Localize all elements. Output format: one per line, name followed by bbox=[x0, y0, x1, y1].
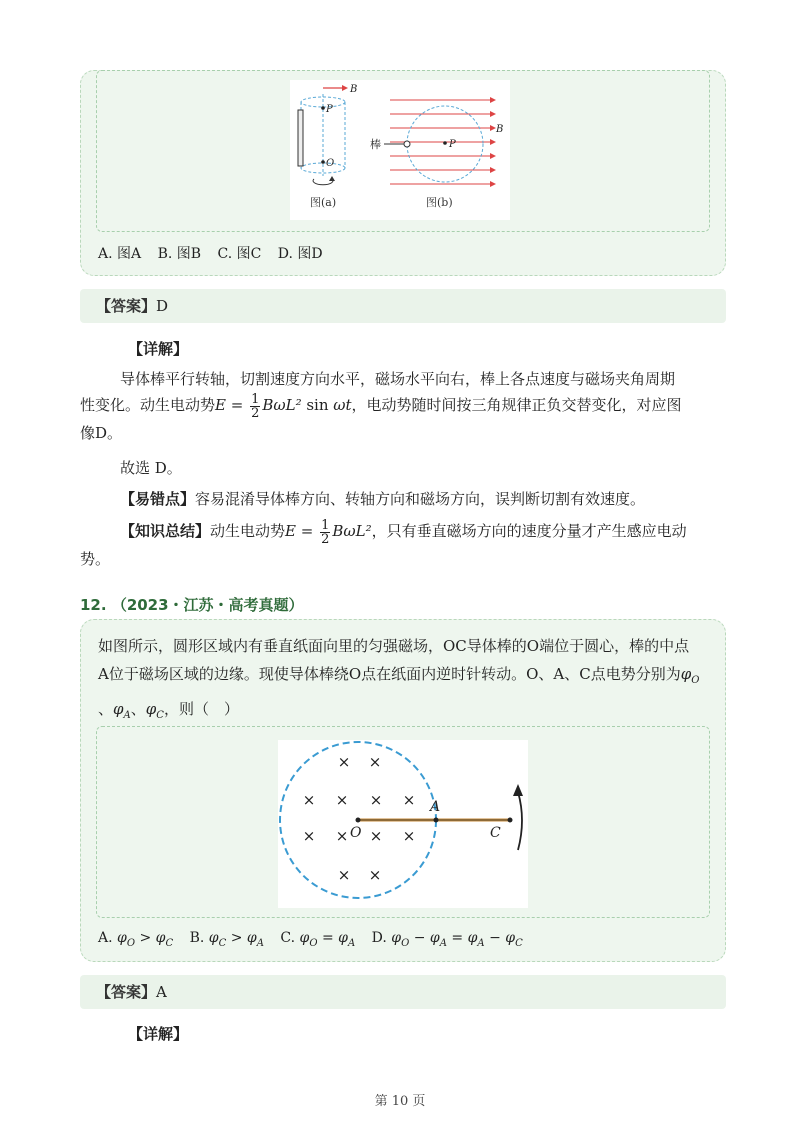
question-11-error-point bbox=[80, 486, 730, 512]
question-12-detail-tag bbox=[128, 1021, 778, 1047]
question-11-summary bbox=[80, 518, 730, 572]
fig-a-label-b: B bbox=[350, 84, 358, 95]
point-a-label: A bbox=[430, 799, 441, 815]
figure-b-caption: 图(b) bbox=[426, 196, 453, 209]
svg-text:×: × bbox=[368, 866, 382, 884]
svg-text:×: × bbox=[369, 791, 383, 809]
figure-a-caption: 图(a) bbox=[310, 196, 337, 209]
detail-line-2b: ，电动势随时间按三角规律正负交替变化，对应图 bbox=[351, 396, 682, 414]
question-source: （2023・江苏・高考真题） bbox=[111, 596, 304, 614]
question-11-figure bbox=[290, 80, 510, 220]
error-text: 容易混淆导体棒方向、转轴方向和磁场方向，误判断切割有效速度。 bbox=[195, 490, 646, 508]
option-b[interactable]: B. 图B bbox=[157, 246, 202, 262]
svg-text:×: × bbox=[402, 791, 416, 809]
page-number: 第 10 页 bbox=[374, 1094, 426, 1109]
emf-formula: E = $\frac{1}{2}$ BωL² sin ωt bbox=[215, 391, 352, 421]
question-11-detail-tag bbox=[128, 336, 778, 362]
question-11-detail bbox=[80, 366, 730, 446]
answer-value: D bbox=[156, 297, 169, 315]
svg-text:×: × bbox=[368, 753, 382, 771]
detail-tag: 【详解】 bbox=[128, 340, 189, 358]
fig-b-label-p: P bbox=[449, 139, 456, 150]
option-d[interactable]: D. $\varphi_O - \varphi_A = \varphi_A - \varphi_C$ bbox=[371, 930, 523, 949]
option-a[interactable]: A. $\varphi_O > \varphi_C$ bbox=[98, 930, 174, 949]
answer-tag: 【答案】 bbox=[96, 983, 157, 1001]
fig-a-label-o: O bbox=[326, 158, 335, 169]
summary-tag: 【知识总结】 bbox=[120, 522, 211, 540]
summary-a: 动生电动势 bbox=[210, 522, 286, 540]
option-c[interactable]: C. $\varphi_O = \varphi_A$ bbox=[280, 930, 356, 949]
option-a[interactable]: A. 图A bbox=[98, 246, 142, 262]
svg-text:×: × bbox=[302, 791, 316, 809]
question-12-options bbox=[98, 930, 535, 949]
conclusion-text: 故选 D。 bbox=[120, 459, 182, 477]
question-11-options bbox=[98, 243, 335, 263]
question-11-answer-bar bbox=[80, 289, 726, 323]
detail-tag: 【详解】 bbox=[128, 1025, 189, 1043]
detail-line-1: 导体棒平行转轴，切割速度方向水平，磁场水平向右，棒上各点速度与磁场夹角周期 bbox=[120, 370, 676, 388]
detail-line-3: 像D。 bbox=[80, 423, 123, 442]
phi-o: $\varphi_O$ bbox=[680, 665, 700, 686]
question-12-figure bbox=[278, 740, 528, 908]
svg-text:×: × bbox=[337, 753, 351, 771]
svg-text:×: × bbox=[369, 827, 383, 845]
q12-text-line-1: 如图所示，圆形区域内有垂直纸面向里的匀强磁场，OC导体棒的O端位于圆心，棒的中点 bbox=[98, 637, 690, 655]
fig-b-label-rod: 棒 bbox=[370, 138, 381, 151]
q12-text-line-3-end: ，则（ ） bbox=[163, 700, 239, 718]
svg-text:×: × bbox=[337, 866, 351, 884]
option-d[interactable]: D. 图D bbox=[277, 246, 323, 262]
question-12-answer-bar bbox=[80, 975, 726, 1009]
summary-c: 势。 bbox=[80, 549, 111, 568]
svg-text:×: × bbox=[302, 827, 316, 845]
question-12-text bbox=[98, 632, 710, 730]
question-12-header bbox=[80, 594, 304, 615]
question-11-conclusion bbox=[80, 455, 730, 481]
q12-text-line-2: A位于磁场区域的边缘。现使导体棒绕O点在纸面内逆时针转动。O、A、C点电势分别为 bbox=[98, 665, 681, 683]
point-c-label: C bbox=[490, 825, 501, 841]
detail-line-2a: 性变化。动生电动势 bbox=[80, 396, 216, 414]
question-number: 12. bbox=[80, 596, 107, 614]
summary-formula: E = $\frac{1}{2}$ BωL² bbox=[285, 517, 372, 547]
phi-a-phi-c: 、$\varphi_A$、$\varphi_C$ bbox=[98, 700, 164, 721]
fig-a-label-p: P bbox=[326, 104, 333, 115]
answer-tag: 【答案】 bbox=[96, 297, 157, 315]
fig-b-label-b: B bbox=[496, 124, 504, 135]
summary-b: ，只有垂直磁场方向的速度分量才产生感应电动 bbox=[371, 522, 687, 540]
option-c[interactable]: C. 图C bbox=[217, 246, 262, 262]
answer-value: A bbox=[156, 983, 167, 1001]
svg-text:×: × bbox=[402, 827, 416, 845]
svg-text:×: × bbox=[335, 791, 349, 809]
option-b[interactable]: B. $\varphi_C > \varphi_A$ bbox=[189, 930, 264, 949]
point-o-label: O bbox=[350, 825, 362, 841]
error-tag: 【易错点】 bbox=[120, 490, 196, 508]
svg-text:×: × bbox=[335, 827, 349, 845]
